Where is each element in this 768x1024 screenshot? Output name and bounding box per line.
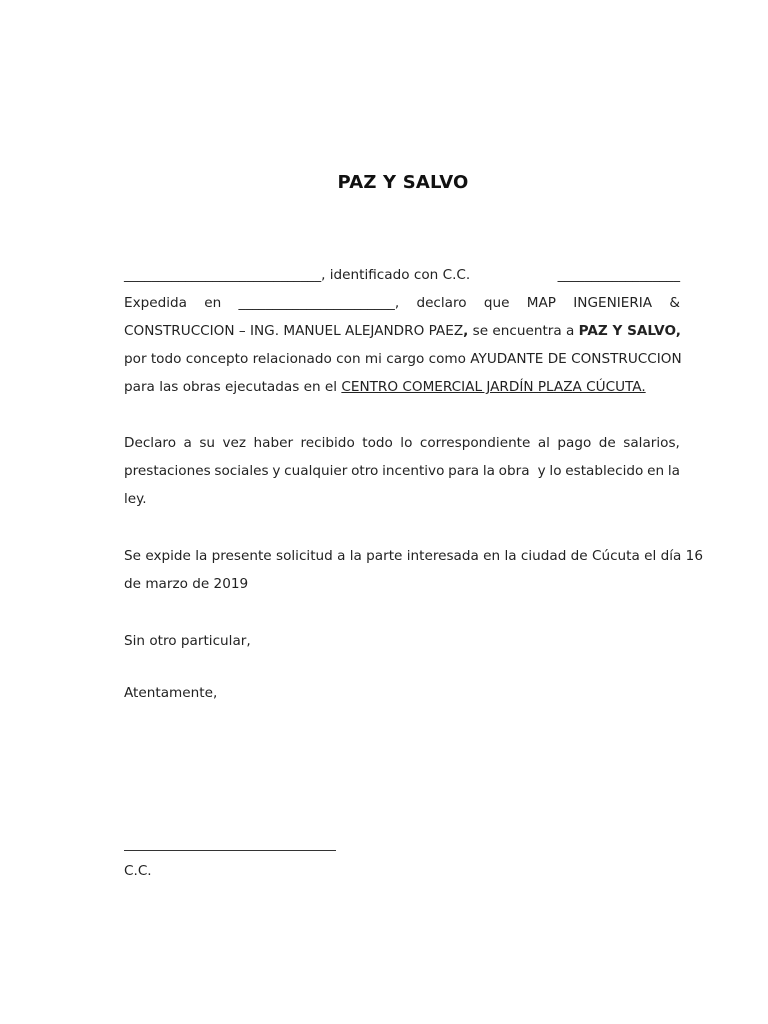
- paragraph-1-line-2: [124, 294, 680, 312]
- paragraph-3-line-1: Se expide la presente solicitud a la parte interesada en la ciudad de Cúcuta el día 16: [124, 548, 703, 564]
- paragraph-2-line-3: ley.: [124, 491, 147, 507]
- word: otro: [351, 463, 379, 479]
- word: a: [183, 435, 192, 451]
- word: Declaro: [124, 435, 177, 451]
- word: pago: [557, 435, 592, 451]
- word: obra: [498, 463, 530, 479]
- text-segment: se encuentra a: [468, 323, 579, 339]
- word: lo: [400, 435, 413, 451]
- word: y: [533, 463, 546, 479]
- word: MAP: [526, 295, 556, 311]
- paragraph-3-line-2: de marzo de 2019: [124, 576, 249, 592]
- word: al: [537, 435, 550, 451]
- signature-cc-label: C.C.: [124, 863, 152, 879]
- word: de: [598, 435, 616, 451]
- document-title: PAZ Y SALVO: [337, 172, 469, 193]
- word: cualquier: [284, 463, 348, 479]
- text-segment: para las obras ejecutadas en el: [124, 379, 342, 395]
- word: para: [448, 463, 480, 479]
- word: prestaciones: [124, 463, 211, 479]
- expedition-place-blank: _______________________,: [238, 295, 400, 311]
- word: que: [483, 295, 510, 311]
- word: Expedida: [124, 295, 187, 311]
- closing-text: Sin otro particular,: [124, 633, 251, 649]
- signature-line: [124, 850, 336, 851]
- word: en: [204, 295, 222, 311]
- word: declaro: [416, 295, 467, 311]
- word: la: [667, 463, 680, 479]
- word: establecido: [565, 463, 644, 479]
- paragraph-2-line-2: [124, 462, 680, 480]
- paragraph-1-line-1: [124, 266, 680, 284]
- word: la: [482, 463, 495, 479]
- word: incentivo: [382, 463, 445, 479]
- word: recibido: [300, 435, 355, 451]
- name-blank: _____________________________: [124, 267, 322, 283]
- word: y: [272, 463, 281, 479]
- identified-text: , identificado con C.C.: [321, 267, 471, 283]
- paragraph-2-line-1: [124, 434, 680, 452]
- word: correspondiente: [419, 435, 531, 451]
- bold-comma: ,: [463, 323, 469, 339]
- word: haber: [253, 435, 294, 451]
- cc-blank: __________________: [557, 267, 680, 283]
- word: todo: [362, 435, 393, 451]
- paragraph-1-line-3: [124, 322, 680, 340]
- word: INGENIERIA: [573, 295, 653, 311]
- word: en: [647, 463, 665, 479]
- word: salarios,: [623, 435, 680, 451]
- paragraph-1-line-5: [124, 378, 680, 396]
- paz-y-salvo-bold: PAZ Y SALVO,: [578, 323, 681, 339]
- project-name: CENTRO COMERCIAL JARDÍN PLAZA CÚCUTA.: [341, 379, 646, 395]
- word: sociales: [214, 463, 269, 479]
- word: su: [199, 435, 216, 451]
- regards-text: Atentamente,: [124, 685, 218, 701]
- word: lo: [549, 463, 562, 479]
- word: vez: [222, 435, 247, 451]
- paragraph-1-line-4: por todo concepto relacionado con mi cargo como AYUDANTE DE CONSTRUCCION: [124, 351, 682, 367]
- company-name: CONSTRUCCION – ING. MANUEL ALEJANDRO PAEZ: [124, 323, 464, 339]
- word: &: [669, 295, 680, 311]
